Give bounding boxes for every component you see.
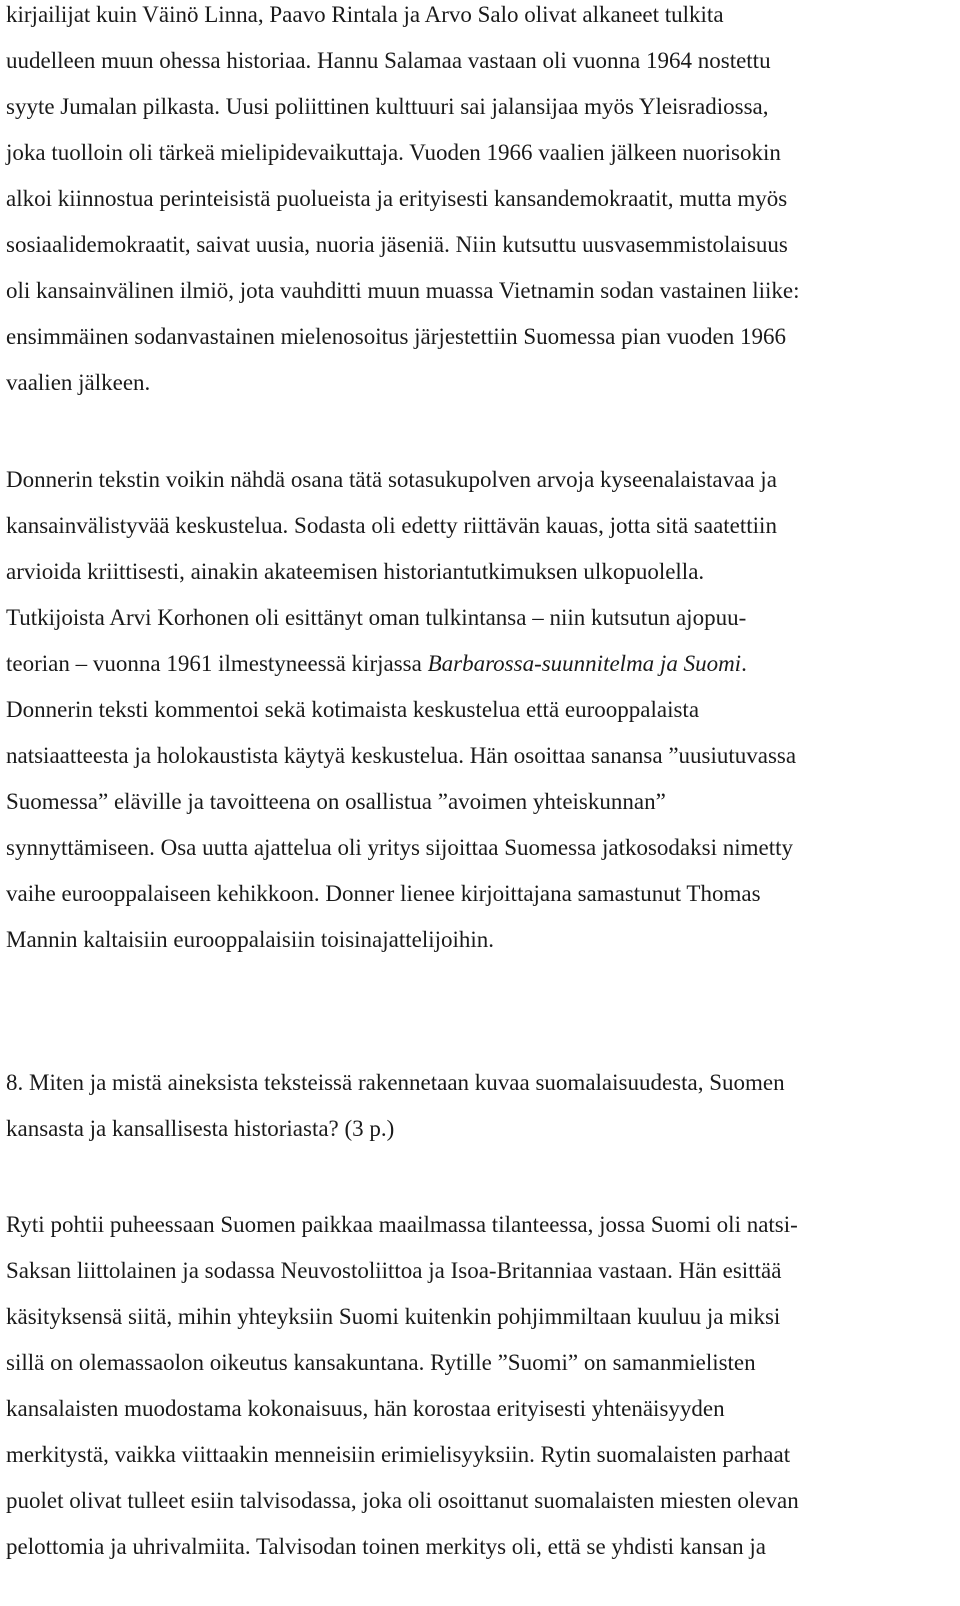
text-line: oli kansainvälinen ilmiö, jota vauhditti muun muassa Vietnamin sodan vastainen liike:	[6, 278, 800, 303]
text-line: Suomessa” eläville ja tavoitteena on osallistua ”avoimen yhteiskunnan”	[6, 789, 666, 814]
text-line: Donnerin teksti kommentoi sekä kotimaista keskustelua että eurooppalaista	[6, 697, 700, 722]
text-line: ensimmäinen sodanvastainen mielenosoitus järjestettiin Suomessa pian vuoden 1966	[6, 324, 786, 349]
text-line: Mannin kaltaisiin eurooppalaisiin toisinajattelijoihin.	[6, 927, 495, 952]
text-line: alkoi kiinnostua perinteisistä puolueista ja erityisesti kansandemokraatit, mutta myös	[6, 186, 788, 211]
text-line: pelottomia ja uhrivalmiita. Talvisodan toinen merkitys oli, että se yhdisti kansan ja	[6, 1534, 767, 1559]
text-line: Saksan liittolainen ja sodassa Neuvostoliittoa ja Isoa-Britanniaa vastaan. Hän esittää	[6, 1258, 782, 1283]
text-line: synnyttämiseen. Osa uutta ajattelua oli yritys sijoittaa Suomessa jatkosodaksi nimetty	[6, 835, 793, 860]
text-line: Tutkijoista Arvi Korhonen oli esittänyt oman tulkintansa – niin kutsutun ajopuu-	[6, 605, 747, 630]
text-line: joka tuolloin oli tärkeä mielipidevaikuttaja. Vuoden 1966 vaalien jälkeen nuorisokin	[6, 140, 781, 165]
text-line: sillä on olemassaolon oikeutus kansakuntana. Rytille ”Suomi” on samanmielisten	[6, 1350, 756, 1375]
question-heading: kansasta ja kansallisesta historiasta? (3 p.)	[6, 1116, 395, 1141]
text-line: natsiaatteesta ja holokaustista käytyä keskustelua. Hän osoittaa sanansa ”uusiutuvassa	[6, 743, 797, 768]
text-line: puolet olivat tulleet esiin talvisodassa, joka oli osoittanut suomalaisten miesten olevan	[6, 1488, 799, 1513]
text-line: vaalien jälkeen.	[6, 370, 151, 395]
text-line: arvioida kriittisesti, ainakin akateemisen historiantutkimuksen ulkopuolella.	[6, 559, 705, 584]
text-line: vaihe eurooppalaiseen kehikkoon. Donner lienee kirjoittajana samastunut Thomas	[6, 881, 761, 906]
text-line: sosiaalidemokraatit, saivat uusia, nuoria jäseniä. Niin kutsuttu uusvasemmistolaisuus	[6, 232, 788, 257]
text-line: Ryti pohtii puheessaan Suomen paikkaa maailmassa tilanteessa, jossa Suomi oli natsi-	[6, 1212, 798, 1237]
text-line: syyte Jumalan pilkasta. Uusi poliittinen kulttuuri sai jalansijaa myös Yleisradiossa,	[6, 94, 769, 119]
text-line: käsityksensä siitä, mihin yhteyksiin Suomi kuitenkin pohjimmiltaan kuuluu ja miksi	[6, 1304, 781, 1329]
text-line-with-book-title	[6, 649, 747, 679]
text-line: kirjailijat kuin Väinö Linna, Paavo Rintala ja Arvo Salo olivat alkaneet tulkita	[6, 2, 724, 27]
text-line: kansainvälistyvää keskustelua. Sodasta oli edetty riittävän kauas, jotta sitä saatettiin	[6, 513, 777, 538]
text-line: kansalaisten muodostama kokonaisuus, hän korostaa erityisesti yhtenäisyyden	[6, 1396, 725, 1421]
text-line: merkitystä, vaikka viittaakin menneisiin erimielisyyksiin. Rytin suomalaisten parhaat	[6, 1442, 791, 1467]
question-heading: 8. Miten ja mistä aineksista teksteissä rakennetaan kuvaa suomalaisuudesta, Suomen	[6, 1070, 785, 1095]
text-segment: .	[741, 651, 747, 676]
text-segment: teorian – vuonna 1961 ilmestyneessä kirjassa	[6, 651, 428, 676]
book-title: Barbarossa-suunnitelma ja Suomi	[427, 651, 742, 676]
text-line: uudelleen muun ohessa historiaa. Hannu Salamaa vastaan oli vuonna 1964 nostettu	[6, 48, 771, 73]
text-line: Donnerin tekstin voikin nähdä osana tätä sotasukupolven arvoja kyseenalaistavaa ja	[6, 467, 777, 492]
